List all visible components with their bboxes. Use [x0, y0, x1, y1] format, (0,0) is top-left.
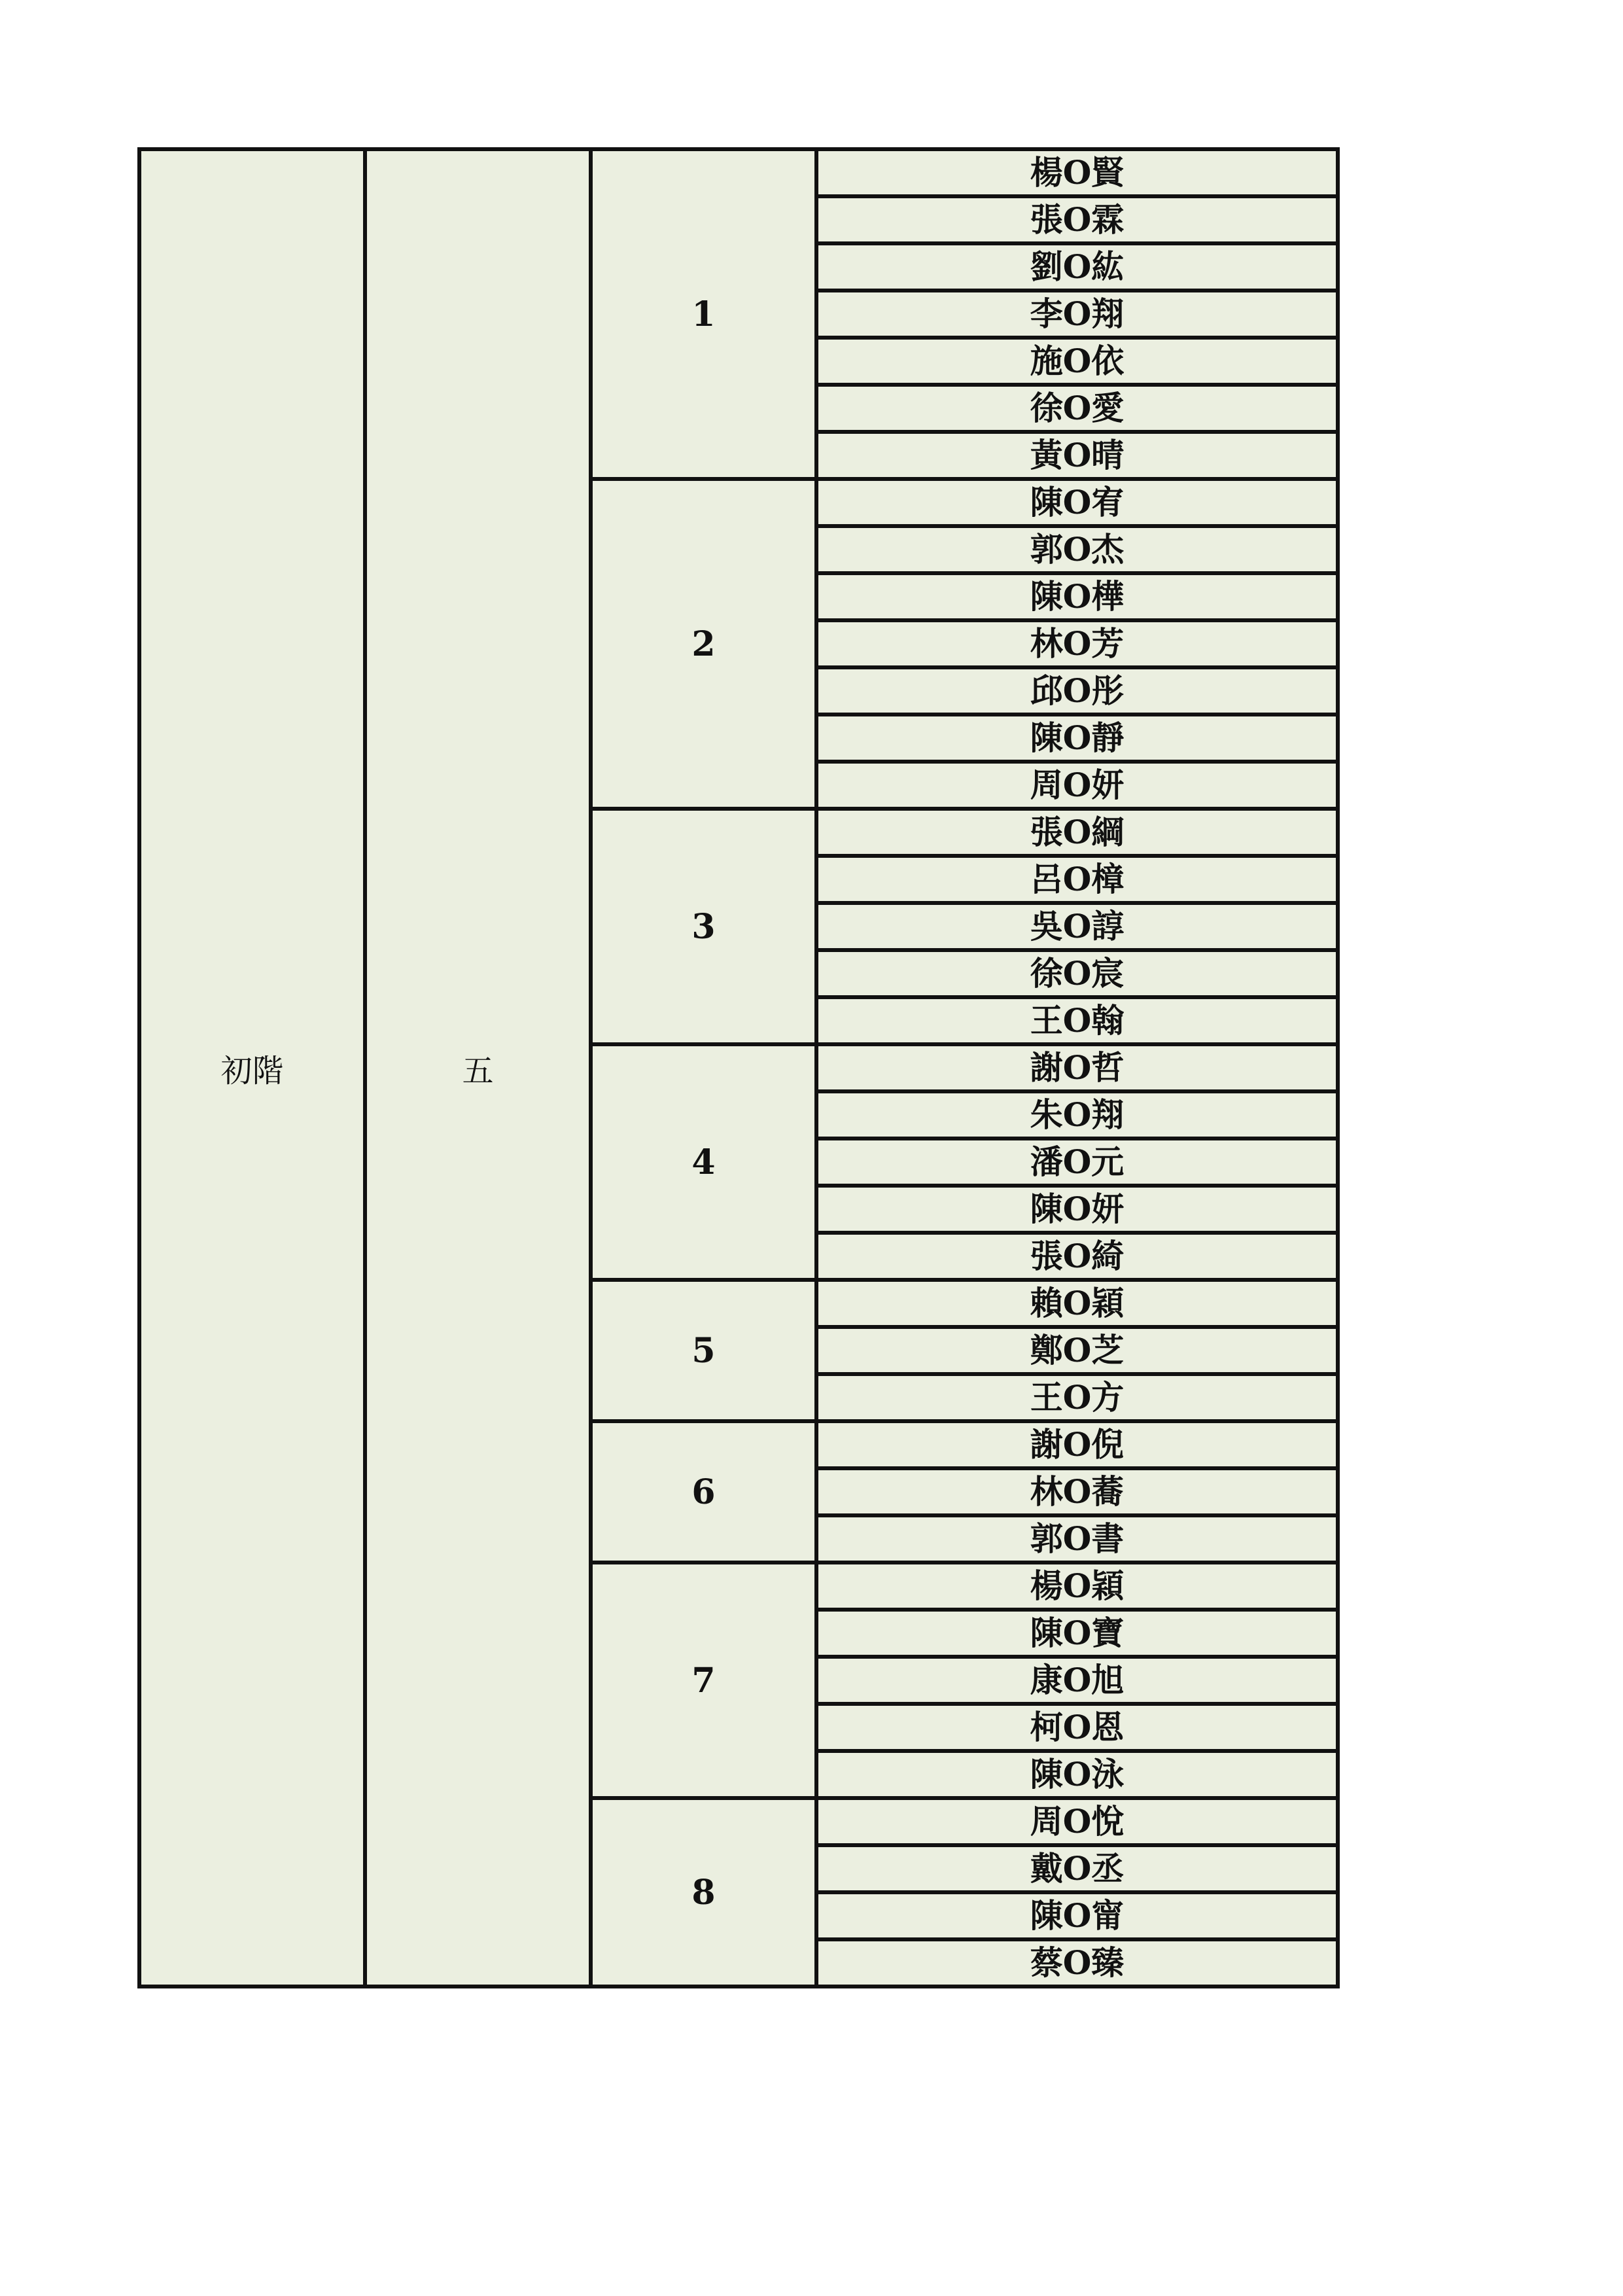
member-name-cell: 楊O穎	[816, 1563, 1338, 1610]
member-name-cell: 陳O寶	[816, 1610, 1338, 1657]
group-number-cell: 6	[591, 1421, 816, 1563]
member-name-cell: 李O翔	[816, 291, 1338, 338]
member-name-cell: 蔡O臻	[816, 1939, 1338, 1987]
level-cell: 初階	[139, 149, 365, 1987]
member-name-cell: 陳O泳	[816, 1751, 1338, 1798]
member-name-cell: 郭O杰	[816, 526, 1338, 573]
member-name-cell: 吳O諄	[816, 903, 1338, 950]
group-number-cell: 7	[591, 1563, 816, 1798]
group-number-cell: 3	[591, 809, 816, 1044]
group-number-cell: 2	[591, 479, 816, 809]
member-name-cell: 呂O樟	[816, 856, 1338, 903]
member-name-cell: 施O依	[816, 338, 1338, 385]
roster-table-body	[139, 149, 1338, 1987]
member-name-cell: 郭O書	[816, 1515, 1338, 1563]
grade-cell: 五	[365, 149, 591, 1987]
member-name-cell: 周O悅	[816, 1798, 1338, 1845]
member-name-cell: 鄭O芝	[816, 1327, 1338, 1374]
member-name-cell: 林O蕎	[816, 1468, 1338, 1515]
member-name-cell: 楊O賢	[816, 149, 1338, 196]
member-name-cell: 陳O甯	[816, 1892, 1338, 1939]
member-name-cell: 康O旭	[816, 1657, 1338, 1704]
member-name-cell: 謝O倪	[816, 1421, 1338, 1468]
member-name-cell: 戴O丞	[816, 1845, 1338, 1892]
member-name-cell: 周O妍	[816, 762, 1338, 809]
group-number-cell: 5	[591, 1280, 816, 1421]
member-name-cell: 邱O彤	[816, 667, 1338, 715]
member-name-cell: 張O綱	[816, 809, 1338, 856]
member-name-cell: 劉O紘	[816, 243, 1338, 291]
member-name-cell: 徐O愛	[816, 385, 1338, 432]
member-name-cell: 陳O宥	[816, 479, 1338, 526]
member-name-cell: 柯O恩	[816, 1704, 1338, 1751]
member-name-cell: 陳O樺	[816, 573, 1338, 620]
roster-table	[137, 147, 1340, 1988]
member-name-cell: 王O方	[816, 1374, 1338, 1421]
member-name-cell: 徐O宸	[816, 950, 1338, 997]
member-name-cell: 王O翰	[816, 997, 1338, 1044]
member-name-cell: 林O芳	[816, 620, 1338, 667]
member-name-cell: 陳O妍	[816, 1186, 1338, 1233]
table-row	[139, 149, 1338, 196]
member-name-cell: 賴O穎	[816, 1280, 1338, 1327]
member-name-cell: 張O綺	[816, 1233, 1338, 1280]
group-number-cell: 4	[591, 1044, 816, 1280]
group-number-cell: 1	[591, 149, 816, 479]
member-name-cell: 潘O元	[816, 1139, 1338, 1186]
member-name-cell: 黃O晴	[816, 432, 1338, 479]
group-number-cell: 8	[591, 1798, 816, 1987]
member-name-cell: 陳O靜	[816, 715, 1338, 762]
member-name-cell: 張O霖	[816, 196, 1338, 243]
member-name-cell: 謝O哲	[816, 1044, 1338, 1091]
member-name-cell: 朱O翔	[816, 1091, 1338, 1139]
